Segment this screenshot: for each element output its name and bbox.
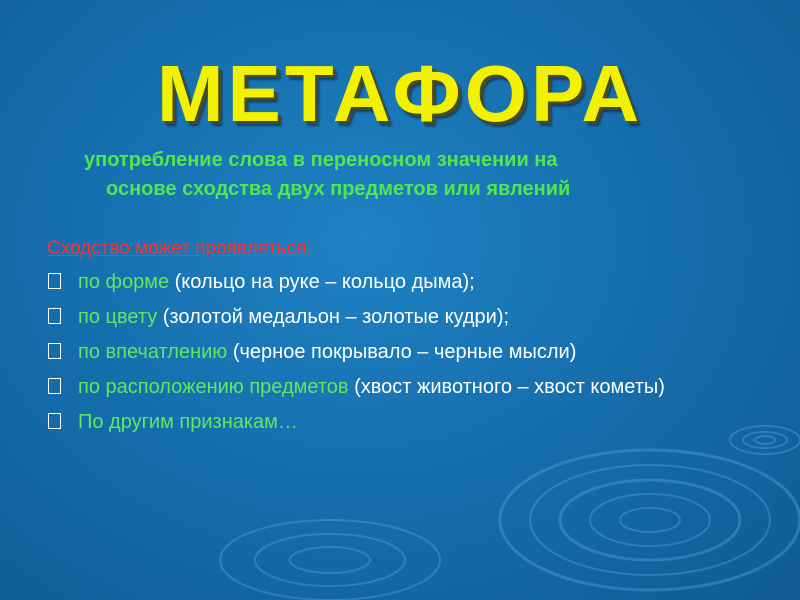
definition-line-2: основе сходства двух предметов или явлений (106, 178, 571, 200)
list-item-text: (кольцо на руке – кольцо дыма); (169, 271, 475, 293)
bullet-square-icon (48, 413, 61, 429)
list-item (48, 305, 748, 330)
definition-text (84, 146, 744, 204)
bullet-square-icon (48, 273, 61, 289)
section-heading: Сходство может проявляться: (47, 238, 312, 259)
list-item-text: (черное покрывало – черные мысли) (227, 341, 577, 363)
similarity-list (48, 270, 748, 445)
definition-line-1: употребление слова в переносном значении на (84, 149, 558, 171)
list-item (48, 375, 748, 400)
list-item-key: по расположению предметов (78, 376, 349, 398)
list-item-text: (золотой медальон – золотые кудри); (157, 306, 510, 328)
bullet-square-icon (48, 378, 61, 394)
slide-title: МЕТАФОРА (156, 49, 644, 138)
list-item-key: по форме (78, 271, 170, 293)
list-item-text: (хвост животного – хвост кометы) (348, 376, 665, 398)
list-item-text: По другим признакам… (78, 411, 298, 433)
list-item (48, 340, 748, 365)
list-item-key: по впечатлению (78, 341, 228, 363)
list-item-key: по цвету (78, 306, 158, 328)
list-item (48, 410, 748, 435)
list-item (48, 270, 748, 295)
bullet-square-icon (48, 308, 61, 324)
bullet-square-icon (48, 343, 61, 359)
